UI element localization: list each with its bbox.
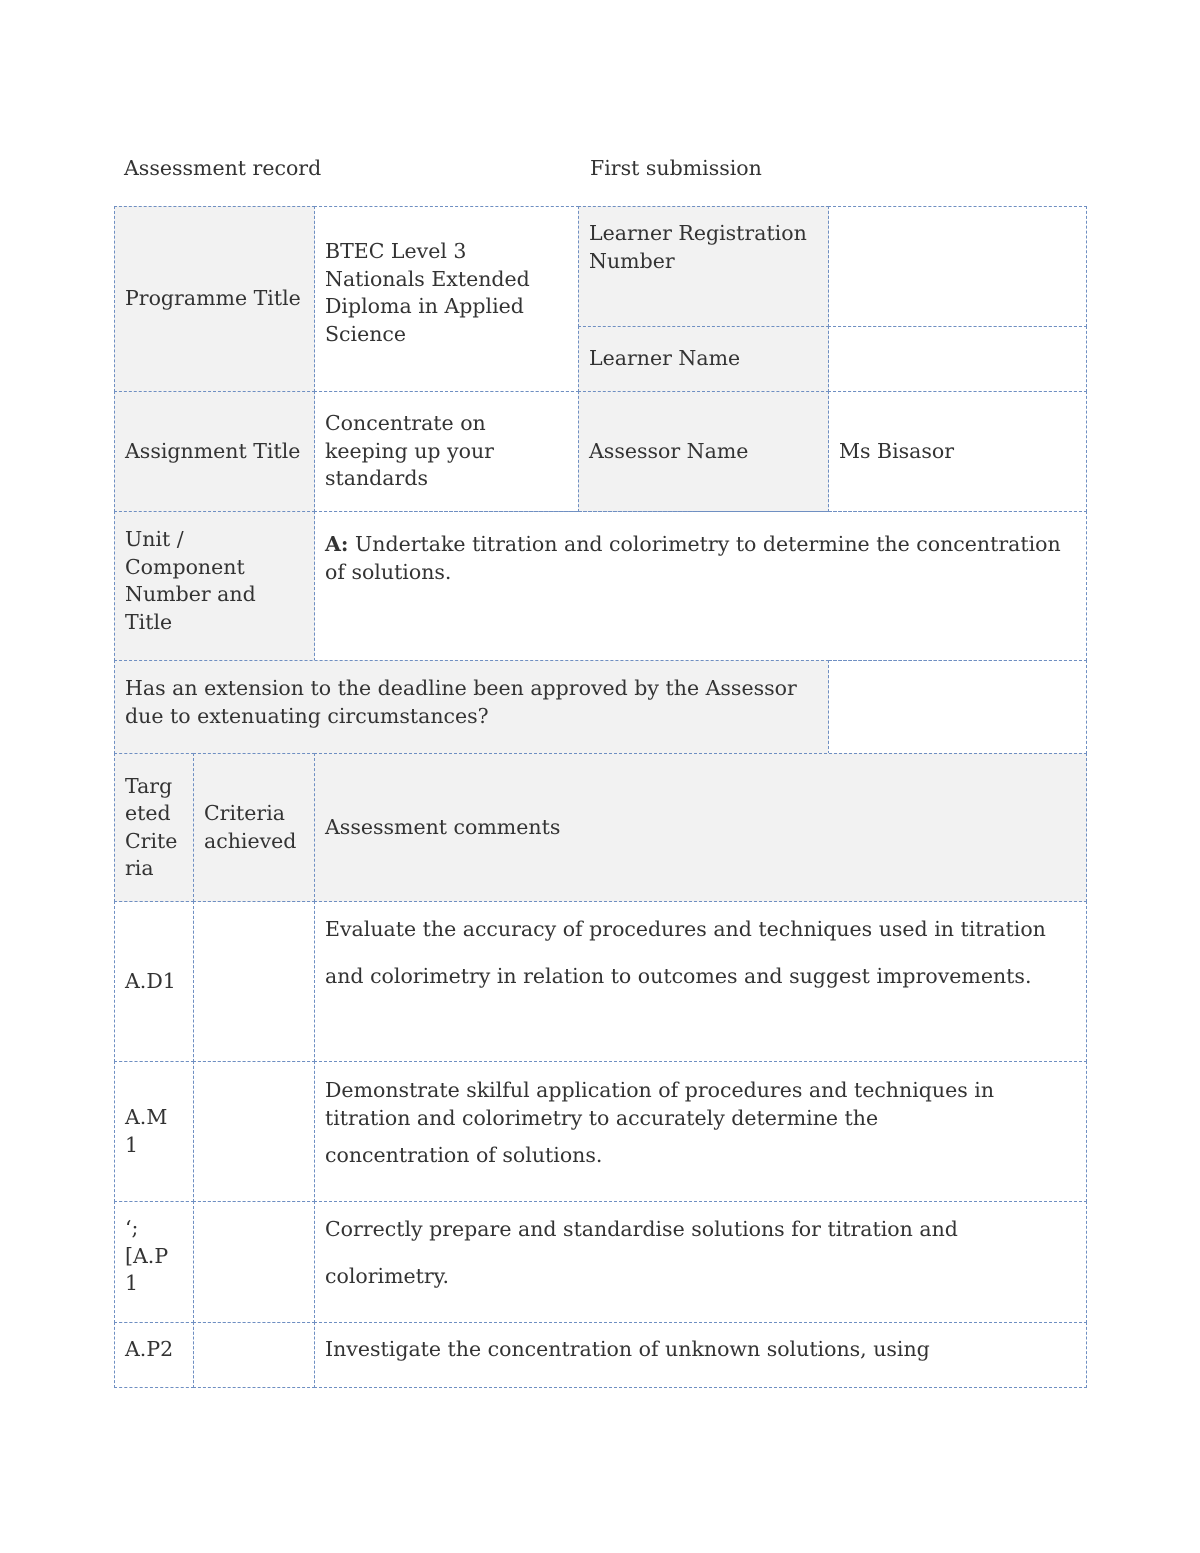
table-row-criterion [114, 901, 194, 1062]
assessment-comment-continued: concentration of solutions. [325, 1143, 603, 1167]
targeted-criteria-header: Targ eted Crite ria [125, 773, 178, 880]
assessor-name-label-cell [578, 391, 829, 512]
extension-question-cell [114, 660, 829, 754]
table-row-criterion [114, 1322, 194, 1388]
criterion-mark: ‘; [125, 1216, 139, 1240]
assessor-name-label: Assessor Name [589, 438, 749, 463]
assessment-comment: Evaluate the accuracy of procedures and techniques used in titration and colorimetry in relation to outcomes and suggest improvements. [325, 917, 1046, 988]
assessment-comment-cell [314, 1061, 1087, 1202]
criteria-achieved-header: Criteria achieved [204, 801, 297, 853]
learner-registration-label-cell [578, 206, 829, 327]
criteria-achieved-cell[interactable] [193, 1322, 315, 1388]
criteria-achieved-cell[interactable] [193, 901, 315, 1062]
document-title: Assessment record [124, 156, 322, 180]
learner-name-label: Learner Name [589, 346, 741, 371]
assessment-comment: Correctly prepare and standardise solutions for titration and colorimetry. [325, 1217, 958, 1288]
programme-title-value-cell [314, 206, 579, 392]
assignment-title-label: Assignment Title [125, 438, 301, 463]
learner-registration-label: Learner Registration Number [589, 221, 807, 273]
criterion-code: A.D1 [125, 968, 176, 993]
assessment-comment: Demonstrate skilful application of procedures and techniques in titration and colorimetry to accurately determine the [325, 1078, 995, 1130]
criterion-code: [A.P 1 [125, 1243, 169, 1295]
learner-name-label-cell [578, 326, 829, 392]
submission-status: First submission [590, 156, 762, 180]
assessment-comment: Investigate the concentration of unknown solutions, using [325, 1337, 930, 1361]
criterion-code: A.P2 [125, 1337, 174, 1361]
unit-label-cell [114, 511, 315, 661]
table-row-criterion [114, 1201, 194, 1323]
unit-title: Undertake titration and colorimetry to determine the concentration of solutions. [325, 532, 1061, 584]
learner-registration-value-cell[interactable] [828, 206, 1087, 327]
assessment-comment-cell [314, 901, 1087, 1062]
criteria-achieved-cell[interactable] [193, 1061, 315, 1202]
assessor-name-value-cell [828, 391, 1087, 512]
unit-value-cell [314, 511, 1087, 661]
extension-question: Has an extension to the deadline been approved by the Assessor due to extenuating circumstances? [125, 676, 797, 728]
criteria-achieved-cell[interactable] [193, 1201, 315, 1323]
assignment-title-value-cell [314, 391, 579, 512]
assignment-title-value: Concentrate on keeping up your standards [325, 411, 494, 491]
assessment-comments-header-cell [314, 753, 1087, 902]
programme-title-label-cell [114, 206, 315, 392]
targeted-criteria-header-cell [114, 753, 194, 902]
programme-title-value: BTEC Level 3 Nationals Extended Diploma in Applied Science [325, 239, 530, 346]
extension-answer-cell[interactable] [828, 660, 1087, 754]
assessment-comments-header: Assessment comments [325, 814, 561, 839]
table-row-criterion [114, 1061, 194, 1202]
programme-title-label: Programme Title [125, 286, 301, 311]
criterion-code: A.M 1 [125, 1105, 168, 1157]
unit-code: A: [325, 532, 349, 556]
learner-name-value-cell[interactable] [828, 326, 1087, 392]
unit-label: Unit / Component Number and Title [125, 527, 256, 634]
assessment-comment-cell [314, 1201, 1087, 1323]
assessor-name-value: Ms Bisasor [839, 438, 955, 463]
assignment-title-label-cell [114, 391, 315, 512]
criteria-achieved-header-cell [193, 753, 315, 902]
assessment-comment-cell [314, 1322, 1087, 1388]
